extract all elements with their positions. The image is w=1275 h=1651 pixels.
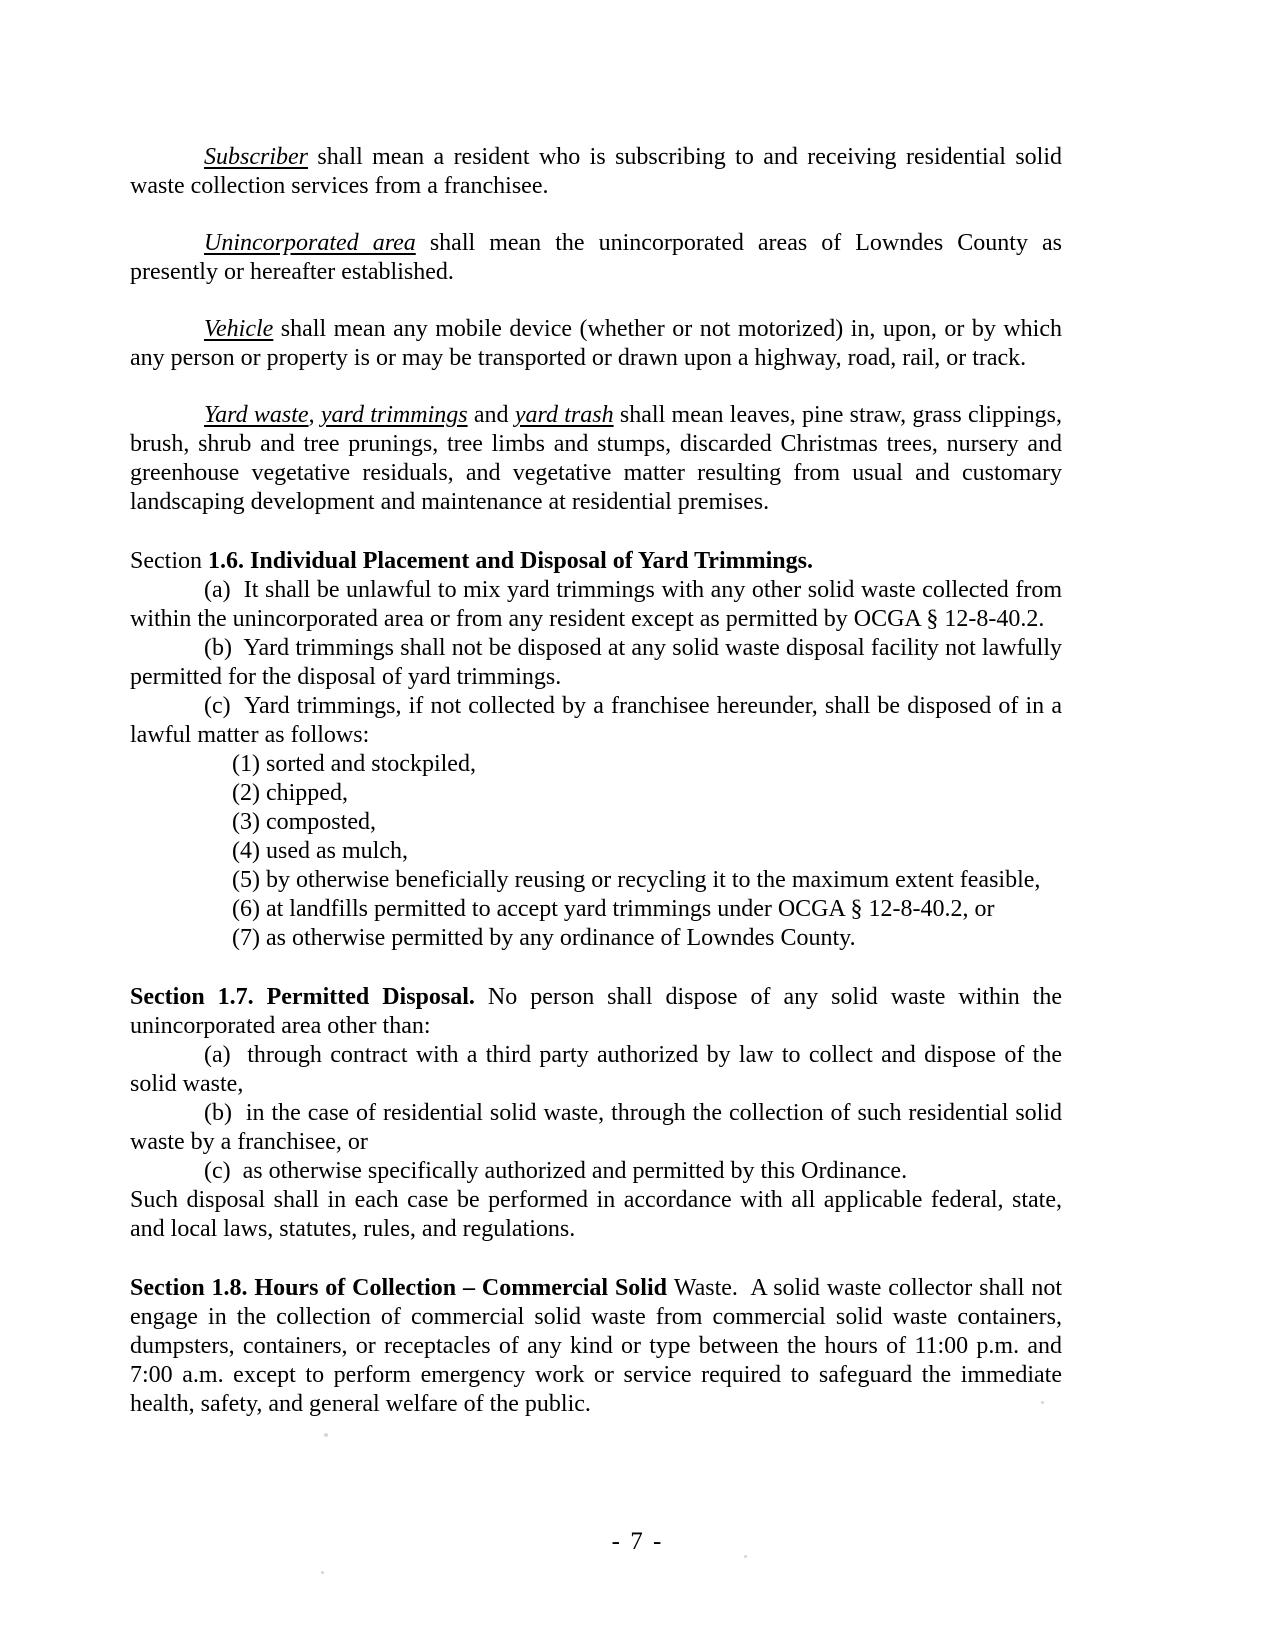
subsection-1-6-a bbox=[130, 576, 1062, 634]
list-item-3 bbox=[130, 808, 1062, 837]
scan-artifact bbox=[324, 1433, 328, 1437]
definition-paragraph-subscriber bbox=[130, 143, 1062, 201]
definition-paragraph-unincorporated-area bbox=[130, 229, 1062, 287]
subsection-1-6-b bbox=[130, 634, 1062, 692]
text-run: No person shall dispose of any solid waste within the unincorporated area other than: bbox=[130, 984, 1063, 1039]
subsection-1-7-c bbox=[130, 1157, 1062, 1186]
text-run: Such disposal shall in each case be performed in accordance with all applicable federal, state, and local laws, statutes, rules, and regulations. bbox=[130, 1187, 1062, 1242]
text-run: (6) at landfills permitted to accept yard trimmings under OCGA § 12-8-40.2, or bbox=[232, 896, 995, 922]
text-run: Section 1.8. Hours of Collection – Commercial Solid bbox=[130, 1275, 674, 1301]
text-run: (b) in the case of residential solid waste, through the collection of such residential solid waste by a franchisee, or bbox=[130, 1100, 1062, 1155]
text-run: (2) chipped, bbox=[232, 780, 348, 806]
text-run: (c) Yard trimmings, if not collected by a franchisee hereunder, shall be disposed of in a lawful matter as follows: bbox=[130, 693, 1062, 748]
text-run: (b) Yard trimmings shall not be disposed at any solid waste disposal facility not lawfully permitted for the disposal of yard trimmings. bbox=[130, 635, 1062, 690]
text-run: Section 1.7. Permitted Disposal. bbox=[130, 984, 475, 1010]
list-item-4 bbox=[130, 837, 1062, 866]
text-run: (3) composted, bbox=[232, 809, 376, 835]
text-run: yard trash bbox=[514, 402, 614, 428]
scan-artifact bbox=[321, 1571, 324, 1574]
scan-artifact bbox=[1041, 1401, 1044, 1404]
scan-artifact bbox=[744, 1555, 747, 1558]
list-item-6 bbox=[130, 895, 1062, 924]
list-item-1 bbox=[130, 750, 1062, 779]
list-item-5 bbox=[130, 866, 1062, 895]
text-run: (a) It shall be unlawful to mix yard trimmings with any other solid waste collected from within the unincorporated area or from any resident except as permitted by OCGA § 12-8-40.2. bbox=[130, 577, 1062, 632]
text-run: (c) as otherwise specifically authorized and permitted by this Ordinance. bbox=[204, 1158, 908, 1184]
subsection-1-7-b bbox=[130, 1099, 1062, 1157]
text-run: shall mean a resident who is subscribing to and receiving residential solid waste collection services from a franchisee. bbox=[130, 144, 1062, 199]
text-run: Subscriber bbox=[204, 144, 308, 170]
definition-paragraph-vehicle bbox=[130, 315, 1062, 373]
text-run: Yard waste bbox=[204, 402, 309, 428]
text-run: shall mean leaves, pine straw, grass clippings, brush, shrub and tree prunings, tree limbs and stumps, discarded Christmas trees, nursery and greenhouse vegetative residuals, and vegetative matter resulting from usual and customary landscaping development and maintenance at residential premises. bbox=[130, 402, 1063, 515]
subsection-1-7-a bbox=[130, 1041, 1062, 1099]
text-run: (5) by otherwise beneficially reusing or recycling it to the maximum extent feasible, bbox=[232, 867, 1041, 893]
text-run: yard trimmings bbox=[320, 402, 468, 428]
text-run: shall mean the unincorporated areas of Lowndes County as presently or hereafter established. bbox=[130, 230, 1062, 285]
closing-paragraph-1-7 bbox=[130, 1186, 1062, 1244]
document-body bbox=[130, 143, 1062, 1419]
section-paragraph-1-7 bbox=[130, 983, 1062, 1041]
section-heading-1-6 bbox=[130, 547, 1062, 576]
page-number: - 7 - bbox=[611, 1528, 664, 1555]
text-run: Section bbox=[130, 548, 208, 574]
text-run: , bbox=[308, 402, 321, 428]
text-run: (4) used as mulch, bbox=[232, 838, 408, 864]
list-item-7 bbox=[130, 924, 1062, 953]
text-run: Waste. A solid waste collector shall not engage in the collection of commercial solid waste from commercial solid waste containers, dumpsters, containers, or receptacles of any kind or type between the hours of 11:00 p.m. and 7:00 a.m. except to perform emergency work or service required to safeguard the immediate health, safety, and general welfare of the public. bbox=[130, 1275, 1062, 1417]
text-run: Unincorporated area bbox=[204, 230, 416, 256]
text-run: Vehicle bbox=[204, 316, 274, 342]
text-run: (7) as otherwise permitted by any ordinance of Lowndes County. bbox=[232, 925, 856, 951]
text-run: (1) sorted and stockpiled, bbox=[232, 751, 476, 777]
section-paragraph-1-8 bbox=[130, 1274, 1062, 1419]
text-run: shall mean any mobile device (whether or not motorized) in, upon, or by which any person or property is or may be transported or drawn upon a highway, road, rail, or track. bbox=[130, 316, 1062, 371]
list-item-2 bbox=[130, 779, 1062, 808]
text-run: and bbox=[467, 402, 515, 428]
subsection-1-6-c bbox=[130, 692, 1062, 750]
text-run: 1.6. Individual Placement and Disposal of Yard Trimmings. bbox=[208, 548, 813, 574]
text-run: (a) through contract with a third party authorized by law to collect and dispose of the solid waste, bbox=[130, 1042, 1062, 1097]
definition-paragraph-yard-waste bbox=[130, 401, 1062, 517]
